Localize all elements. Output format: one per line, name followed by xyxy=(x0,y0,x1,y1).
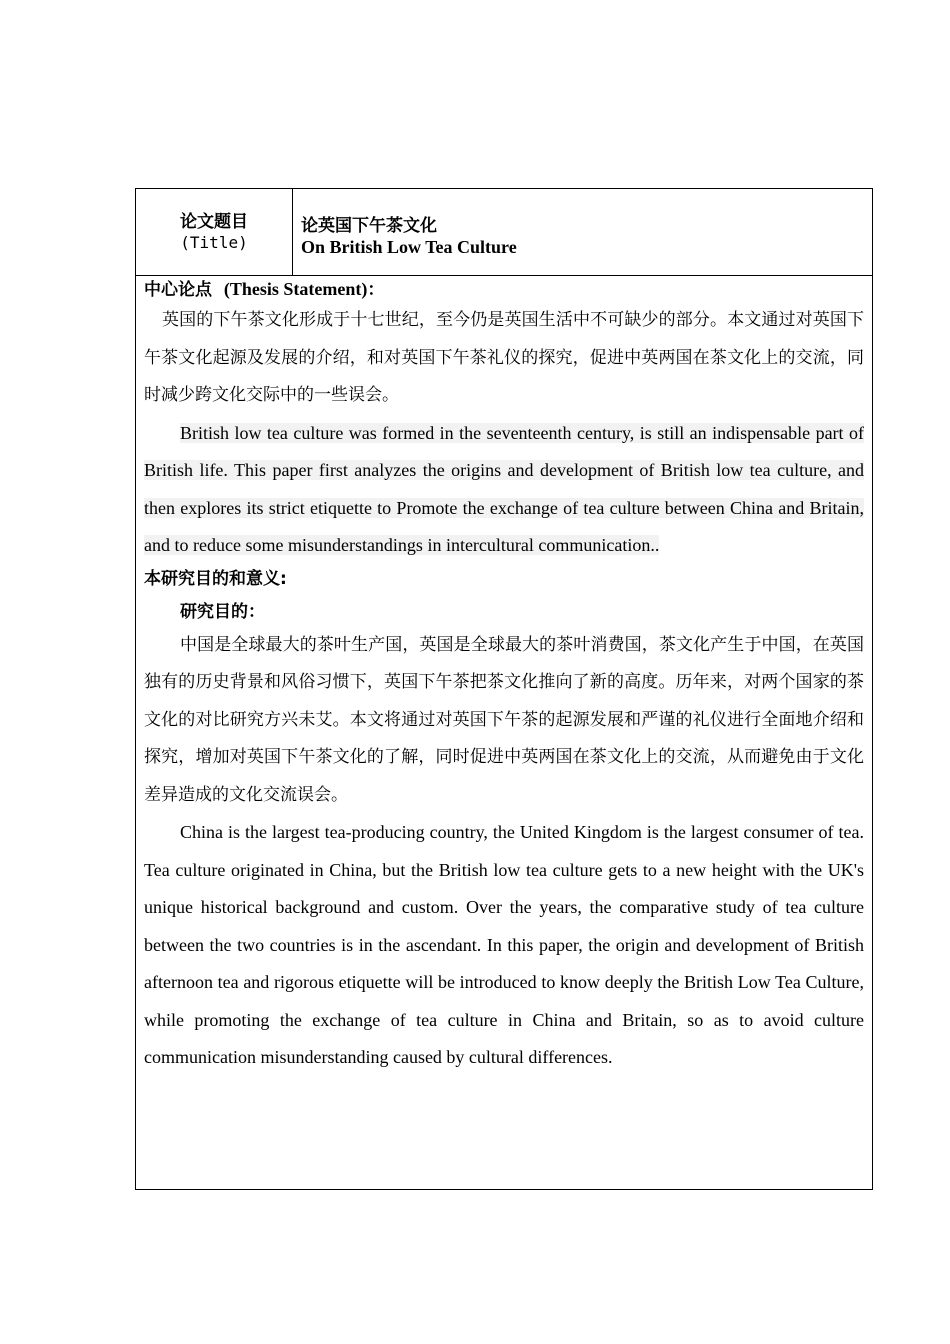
thesis-heading-en: (Thesis Statement) xyxy=(223,279,368,299)
purpose-paragraph-en: China is the largest tea-producing country, the United Kingdom is the largest consumer of tea. Tea culture originated in China, but the British low tea culture gets to a new height with the UK's unique historical background and custom. Over the years, the comparative study of tea culture between the two countries is in the ascendant. In this paper, the origin and development of British afternoon tea and rigorous etiquette will be introduced to know deeply the British Low Tea Culture, while promoting the exchange of tea culture in China and Britain, so as to avoid culture communication misunderstanding caused by cultural differences. xyxy=(144,822,864,1067)
thesis-statement-heading xyxy=(144,277,864,302)
purpose-sub-heading: 研究目的： xyxy=(180,601,265,622)
thesis-paragraph-cn: 英国的下午茶文化形成于十七世纪，至今仍是英国生活中不可缺少的部分。本文通过对英国下午茶文化起源及发展的介绍，和对英国下午茶礼仪的探究，促进中英两国在茶文化上的交流，同时减少跨文化交际中的一些误会。 xyxy=(144,310,864,405)
title-label-cn: 论文题目 xyxy=(180,212,248,232)
thesis-heading-colon: ： xyxy=(367,280,385,300)
title-label-en: (Title) xyxy=(180,233,248,252)
thesis-title-cn: 论英国下午茶文化 xyxy=(301,216,437,236)
title-value-cell xyxy=(293,189,872,275)
thesis-form-table xyxy=(135,188,873,1190)
thesis-heading-cn: 中心论点 xyxy=(144,280,212,300)
purpose-heading: 本研究目的和意义: xyxy=(144,568,287,589)
thesis-paragraph-en xyxy=(144,415,864,565)
purpose-paragraph-cn: 中国是全球最大的茶叶生产国，英国是全球最大的茶叶消费国，茶文化产生于中国，在英国独有的历史背景和风俗习惯下，英国下午茶把茶文化推向了新的高度。历年来，对两个国家的茶文化的对比研究方兴未艾。本文将通过对英国下午茶的起源发展和严谨的礼仪进行全面地介绍和探究，增加对英国下午茶文化的了解，同时促进中英两国在茶文化上的交流，从而避免由于文化差异造成的文化交流误会。 xyxy=(144,634,864,805)
thesis-title-en: On British Low Tea Culture xyxy=(301,237,517,257)
title-row xyxy=(136,189,872,276)
content-cell xyxy=(144,277,864,1077)
thesis-paragraph-en-text: British low tea culture was formed in the seventeenth century, is still an indispensable part of British life. This paper first analyzes the origins and development of British low tea culture, and then explores its strict etiquette to Promote the exchange of tea culture between China and Britain, and to reduce some misunderstandings in intercultural communication.. xyxy=(144,422,864,555)
title-label-cell xyxy=(136,189,293,275)
